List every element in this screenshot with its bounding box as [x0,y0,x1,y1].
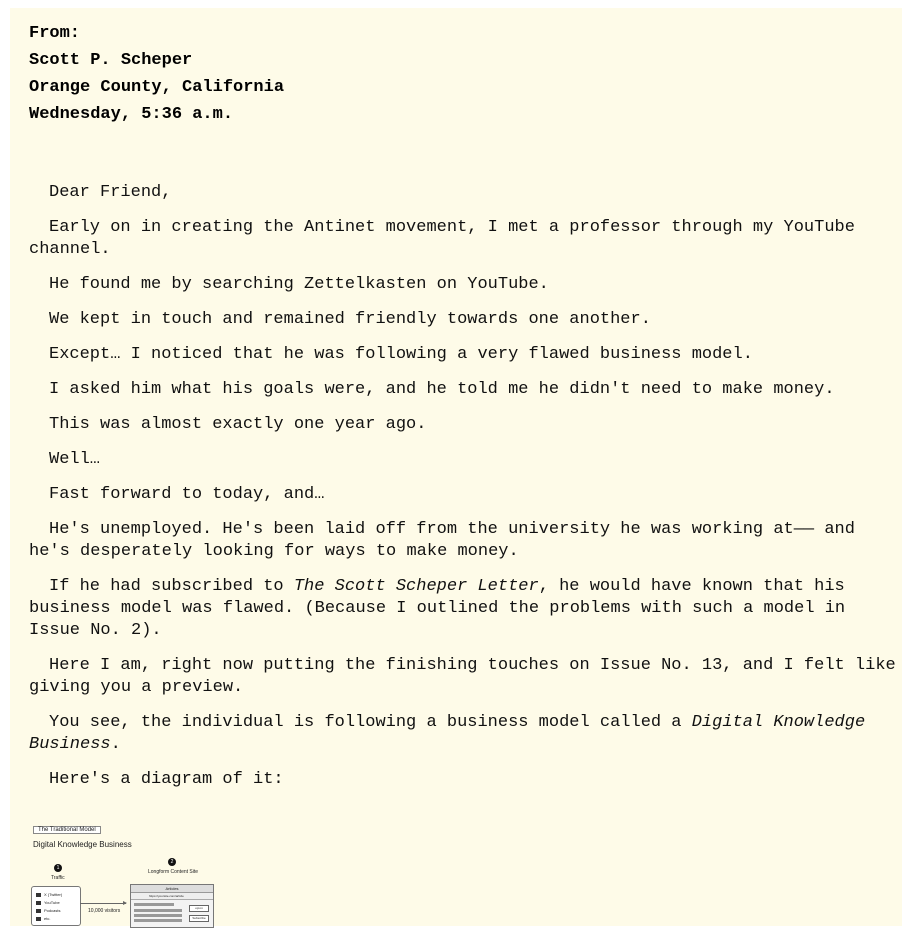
from-label: From: [29,24,81,43]
content-line [134,903,174,906]
paragraph: He found me by searching Zettelkasten on YouTube. [49,275,549,294]
content-line [134,909,182,912]
subscribe-button: Subscribe [189,915,209,922]
paragraph: He's unemployed. He's been laid off from the university he was working at—— and he's desperately looking for ways to make money. [29,520,866,561]
sender-name: Scott P. Scheper [29,51,193,70]
text: , he would have known that his business model was flawed. (Because I outlined the problems with such a model in Issue No. 2). [29,577,856,640]
paragraph [29,712,899,756]
step-2-label: Longform Content Site [148,869,199,875]
paragraph: Here I am, right now putting the finishing touches on Issue No. 13, and I felt like giving you a preview. [29,656,906,697]
letter-page [10,8,906,926]
browser-title: Articles [131,885,213,893]
business-model-diagram [30,826,250,926]
visitors-label: 10,000 visitors [88,908,121,914]
step-1-marker: 1 [54,864,62,872]
letter-header [29,20,284,128]
diagram-title: Digital Knowledge Business [33,840,132,849]
text: If he had subscribed to [49,577,294,596]
newsletter-title: The Scott Scheper Letter [293,577,539,596]
letter-body [29,182,906,804]
calendar-icon [36,917,41,921]
text: You see, the individual is following a business model called a [49,713,692,732]
paragraph: Early on in creating the Antinet movement, I met a professor through my YouTube channel. [29,218,866,259]
text: . [110,735,121,754]
paragraph: Well… [49,450,101,469]
content-line [134,914,182,917]
traffic-source: etc. [36,916,50,921]
letter-datetime: Wednesday, 5:36 a.m. [29,105,234,124]
business-model-name: Digital Knowledge Business [29,713,876,754]
paragraph [29,576,899,642]
step-1-label: Traffic [51,875,65,881]
paragraph: Fast forward to today, and… [49,485,325,504]
traffic-sources-box [31,886,81,926]
traffic-source: X (Twitter) [36,892,62,897]
content-line [134,919,182,922]
paragraph: Here's a diagram of it: [49,770,284,789]
traffic-source: YouTube [36,900,60,905]
traffic-source: Podcasts [36,908,60,913]
paragraph: I asked him what his goals were, and he told me he didn't need to make money. [49,380,835,399]
content-site-browser [130,884,214,928]
video-icon [36,901,41,905]
browser-url-bar: https://yoursite.com/article [131,893,213,900]
step-2-marker: 2 [168,858,176,866]
microphone-icon [36,909,41,913]
bird-icon [36,893,41,897]
paragraph: We kept in touch and remained friendly towards one another. [49,310,651,329]
paragraph: This was almost exactly one year ago. [49,415,427,434]
sender-location: Orange County, California [29,78,285,97]
traffic-arrow [80,903,126,904]
salutation: Dear Friend, [49,183,172,202]
optin-button: opt-in [189,905,209,912]
paragraph: Except… I noticed that he was following a very flawed business model. [49,345,753,364]
diagram-tag: The Traditional Model [33,826,101,834]
